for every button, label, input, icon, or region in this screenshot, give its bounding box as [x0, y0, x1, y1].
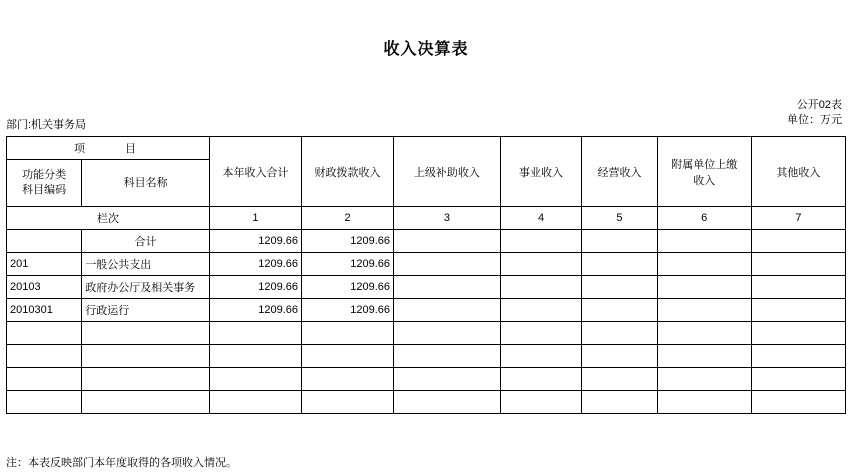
- cell-business: [500, 276, 582, 299]
- cell-other: [751, 230, 845, 253]
- cell-code: 2010301: [7, 299, 82, 322]
- cell-business: [500, 345, 582, 368]
- cell-fiscal: 1209.66: [301, 253, 393, 276]
- cell-total: 1209.66: [209, 230, 301, 253]
- table-row: [7, 299, 846, 322]
- cell-business: [500, 230, 582, 253]
- cell-operating: [582, 368, 657, 391]
- table-note: 注：本表反映部门本年度取得的各项收入情况。: [6, 457, 237, 469]
- table-row: [7, 253, 846, 276]
- cell-name: [82, 368, 210, 391]
- table-row: [7, 345, 846, 368]
- cell-code: [7, 368, 82, 391]
- header-subject-name: 科目名称: [82, 160, 210, 207]
- cell-name: [82, 322, 210, 345]
- cell-subsidiary: [657, 276, 751, 299]
- header-total-income: 本年收入合计: [209, 137, 301, 207]
- cell-total: 1209.66: [209, 253, 301, 276]
- cell-operating: [582, 253, 657, 276]
- department-label: 部门:机关事务局: [6, 119, 87, 131]
- cell-other: [751, 322, 845, 345]
- header-operating-income: 经营收入: [582, 137, 657, 207]
- cell-superior: [394, 253, 501, 276]
- cell-business: [500, 368, 582, 391]
- cell-superior: [394, 322, 501, 345]
- cell-other: [751, 299, 845, 322]
- cell-superior: [394, 391, 501, 414]
- cell-other: [751, 368, 845, 391]
- income-table-wrapper: [6, 136, 846, 414]
- cell-name: 一般公共支出: [82, 253, 210, 276]
- cell-operating: [582, 276, 657, 299]
- cell-total: [209, 345, 301, 368]
- item-group-header: 项 目: [7, 137, 210, 160]
- table-row: [7, 322, 846, 345]
- rownum-6: 6: [657, 207, 751, 230]
- rownum-3: 3: [394, 207, 501, 230]
- cell-other: [751, 345, 845, 368]
- cell-total: [209, 368, 301, 391]
- cell-operating: [582, 391, 657, 414]
- cell-fiscal: [301, 322, 393, 345]
- cell-fiscal: 1209.66: [301, 230, 393, 253]
- header-function-code: [7, 160, 82, 207]
- cell-superior: [394, 230, 501, 253]
- cell-code: 20103: [7, 276, 82, 299]
- rownum-4: 4: [500, 207, 582, 230]
- cell-code: 201: [7, 253, 82, 276]
- cell-code: [7, 391, 82, 414]
- document-page: [0, 36, 852, 475]
- cell-subsidiary: [657, 391, 751, 414]
- header-subsidiary-income-line2: 收入: [693, 174, 716, 187]
- header-superior-subsidy: 上级补助收入: [394, 137, 501, 207]
- header-business-income: 事业收入: [500, 137, 582, 207]
- cell-superior: [394, 345, 501, 368]
- header-subsidiary-income: [657, 137, 751, 207]
- table-row: [7, 276, 846, 299]
- cell-other: [751, 391, 845, 414]
- cell-business: [500, 322, 582, 345]
- cell-superior: [394, 276, 501, 299]
- cell-operating: [582, 299, 657, 322]
- cell-subsidiary: [657, 368, 751, 391]
- page-title: 收入决算表: [383, 41, 469, 58]
- cell-business: [500, 253, 582, 276]
- cell-operating: [582, 230, 657, 253]
- header-fiscal-appropriation: 财政拨款收入: [301, 137, 393, 207]
- cell-subsidiary: [657, 345, 751, 368]
- table-row: [7, 368, 846, 391]
- table-row: [7, 391, 846, 414]
- cell-name: 行政运行: [82, 299, 210, 322]
- rownum-7: 7: [751, 207, 845, 230]
- cell-name: [82, 391, 210, 414]
- cell-fiscal: 1209.66: [301, 276, 393, 299]
- cell-total: 1209.66: [209, 299, 301, 322]
- table-row: [7, 230, 846, 253]
- header-function-code-line2: 科目编码: [22, 184, 67, 196]
- table-header-row-1: [7, 137, 846, 160]
- cell-subsidiary: [657, 253, 751, 276]
- cell-name: 政府办公厅及相关事务: [82, 276, 210, 299]
- rownum-label: 栏次: [7, 207, 210, 230]
- cell-name: 合计: [82, 230, 210, 253]
- cell-operating: [582, 322, 657, 345]
- cell-fiscal: [301, 345, 393, 368]
- income-final-accounts-table: [6, 136, 846, 414]
- unit-label: 单位：万元: [787, 114, 842, 126]
- cell-name: [82, 345, 210, 368]
- cell-code: [7, 230, 82, 253]
- document-meta-right: [787, 98, 842, 128]
- cell-fiscal: [301, 391, 393, 414]
- header-function-code-line1: 功能分类: [22, 169, 67, 181]
- cell-fiscal: 1209.66: [301, 299, 393, 322]
- cell-total: 1209.66: [209, 276, 301, 299]
- cell-subsidiary: [657, 322, 751, 345]
- cell-other: [751, 276, 845, 299]
- rownum-5: 5: [582, 207, 657, 230]
- cell-code: [7, 345, 82, 368]
- header-other-income: 其他收入: [751, 137, 845, 207]
- cell-subsidiary: [657, 230, 751, 253]
- cell-total: [209, 322, 301, 345]
- rownum-2: 2: [301, 207, 393, 230]
- cell-superior: [394, 299, 501, 322]
- rownum-1: 1: [209, 207, 301, 230]
- cell-fiscal: [301, 368, 393, 391]
- cell-other: [751, 253, 845, 276]
- cell-code: [7, 322, 82, 345]
- public-code: 公开02表: [796, 99, 842, 111]
- header-subsidiary-income-line1: 附属单位上缴: [671, 158, 738, 171]
- cell-subsidiary: [657, 299, 751, 322]
- cell-operating: [582, 345, 657, 368]
- cell-business: [500, 299, 582, 322]
- table-rownum-row: [7, 207, 846, 230]
- cell-superior: [394, 368, 501, 391]
- cell-business: [500, 391, 582, 414]
- cell-total: [209, 391, 301, 414]
